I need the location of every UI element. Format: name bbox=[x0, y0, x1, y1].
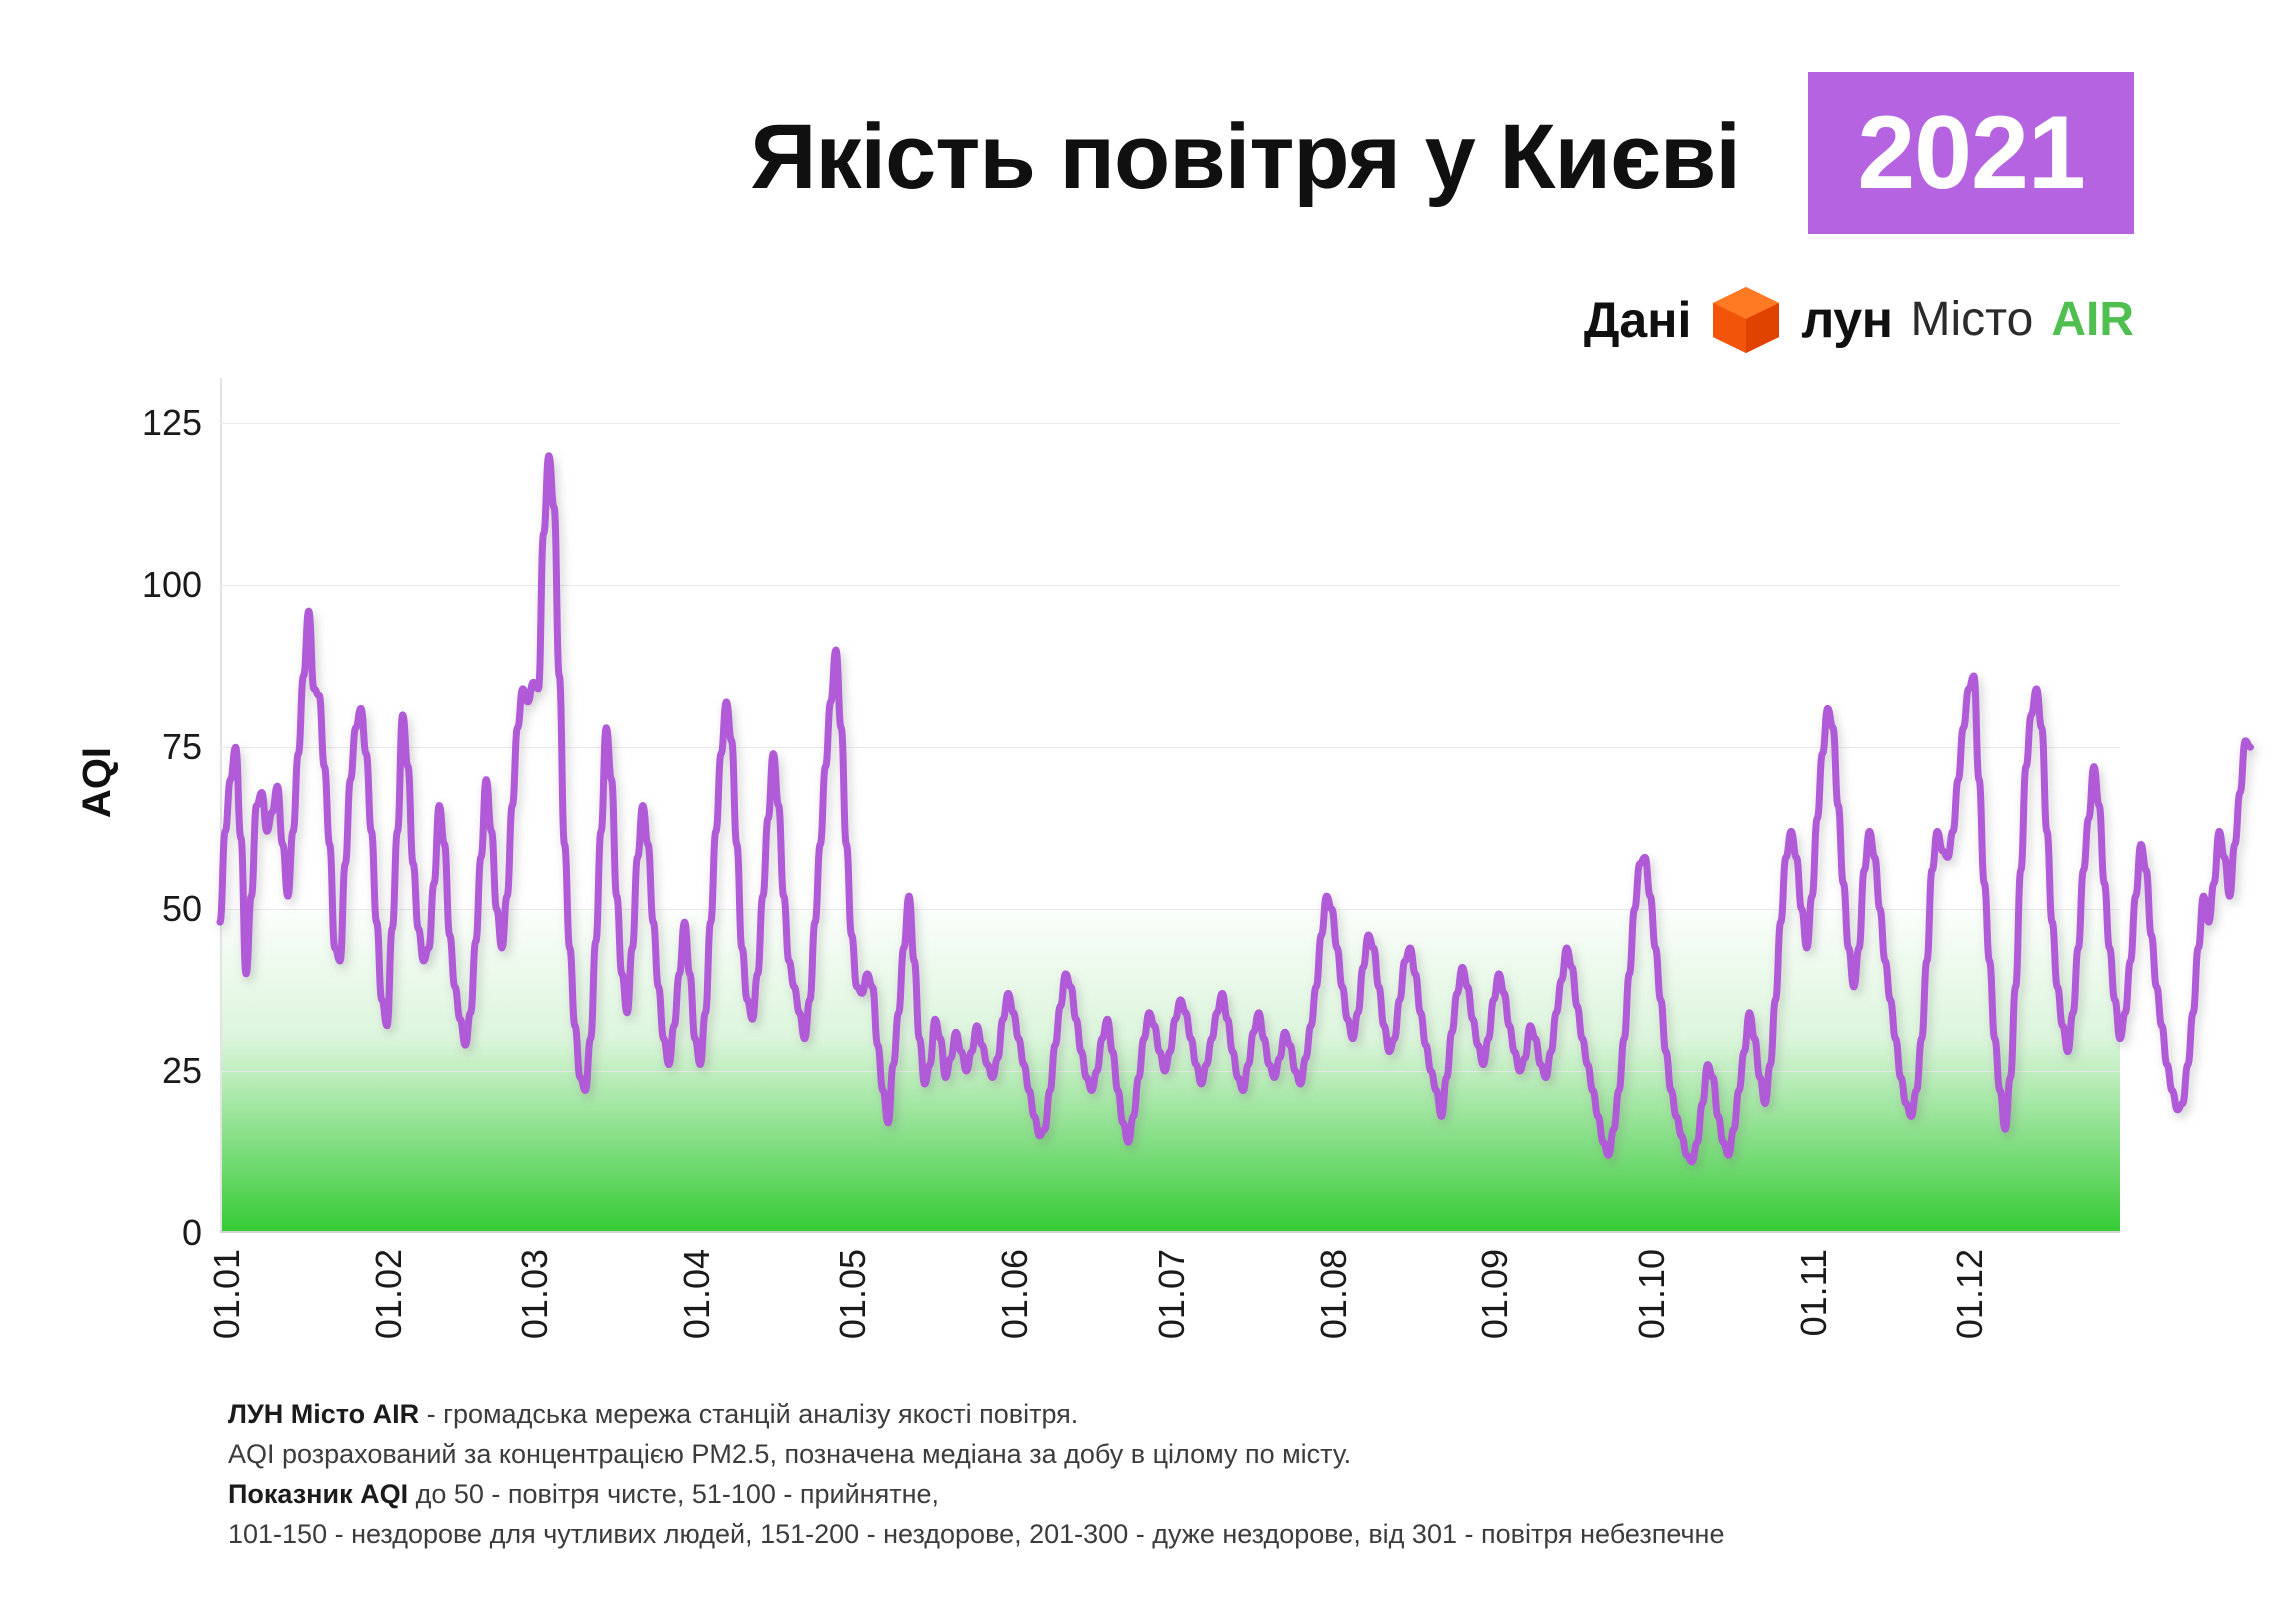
x-tick-label: 01.12 bbox=[1949, 1249, 1991, 1340]
x-tick-label: 01.04 bbox=[675, 1249, 717, 1340]
footnote-line: ЛУН Місто AIR - громадська мережа станцій аналізу якості повітря. bbox=[228, 1399, 1079, 1429]
x-tick-label: 01.09 bbox=[1474, 1249, 1516, 1340]
y-axis-label: AQI bbox=[75, 746, 120, 819]
header bbox=[0, 0, 2274, 380]
x-tick-label: 01.03 bbox=[513, 1249, 555, 1340]
year-badge bbox=[1808, 72, 2134, 234]
footnote-emphasis: ЛУН Місто AIR bbox=[228, 1399, 420, 1429]
x-tick-label: 01.06 bbox=[994, 1249, 1036, 1340]
y-tick-label: 0 bbox=[181, 1212, 202, 1253]
footnote-line: 101-150 - нездорове для чутливих людей, 151-200 - нездорове, 201-300 - дуже нездорове, від 301 - повітря небезпечне bbox=[228, 1518, 1725, 1549]
x-tick-label: 01.11 bbox=[1792, 1249, 1834, 1337]
x-tick-label: 01.05 bbox=[832, 1249, 874, 1340]
aqi-line-series bbox=[220, 378, 2120, 1233]
credit-label: Дані bbox=[1583, 292, 1692, 348]
footnote-line: AQI розрахований за концентрацією PM2.5, позначена медіана за добу в цілому по місту. bbox=[228, 1438, 1352, 1469]
y-tick-label: 75 bbox=[161, 726, 202, 768]
x-tick-label: 01.01 bbox=[206, 1249, 247, 1340]
footnote-line: Показник AQI до 50 - повітря чисте, 51-100 - прийнятне, bbox=[228, 1478, 940, 1509]
footnotes bbox=[228, 1395, 2128, 1555]
year-badge-label: 2021 bbox=[1857, 95, 2085, 211]
brand-misto-label: Місто bbox=[1910, 293, 2034, 346]
chart-area bbox=[0, 330, 2274, 1340]
y-tick-label: 125 bbox=[141, 402, 202, 444]
y-tick-label: 100 bbox=[141, 564, 202, 606]
x-tick-label: 01.02 bbox=[367, 1249, 409, 1340]
y-tick-label: 50 bbox=[161, 888, 202, 930]
x-tick-label: 01.07 bbox=[1150, 1249, 1192, 1340]
brand-air-label: AIR bbox=[2051, 293, 2134, 346]
x-tick-label: 01.10 bbox=[1631, 1249, 1672, 1340]
x-tick-label: 01.08 bbox=[1312, 1249, 1354, 1340]
footnote-emphasis: Показник AQI bbox=[228, 1478, 409, 1509]
plot-region bbox=[141, 378, 2120, 1340]
brand-lun-label: лун bbox=[1801, 291, 1893, 349]
page-title: Якість повітря у Києві bbox=[750, 106, 1740, 208]
y-tick-label: 25 bbox=[161, 1050, 202, 1092]
